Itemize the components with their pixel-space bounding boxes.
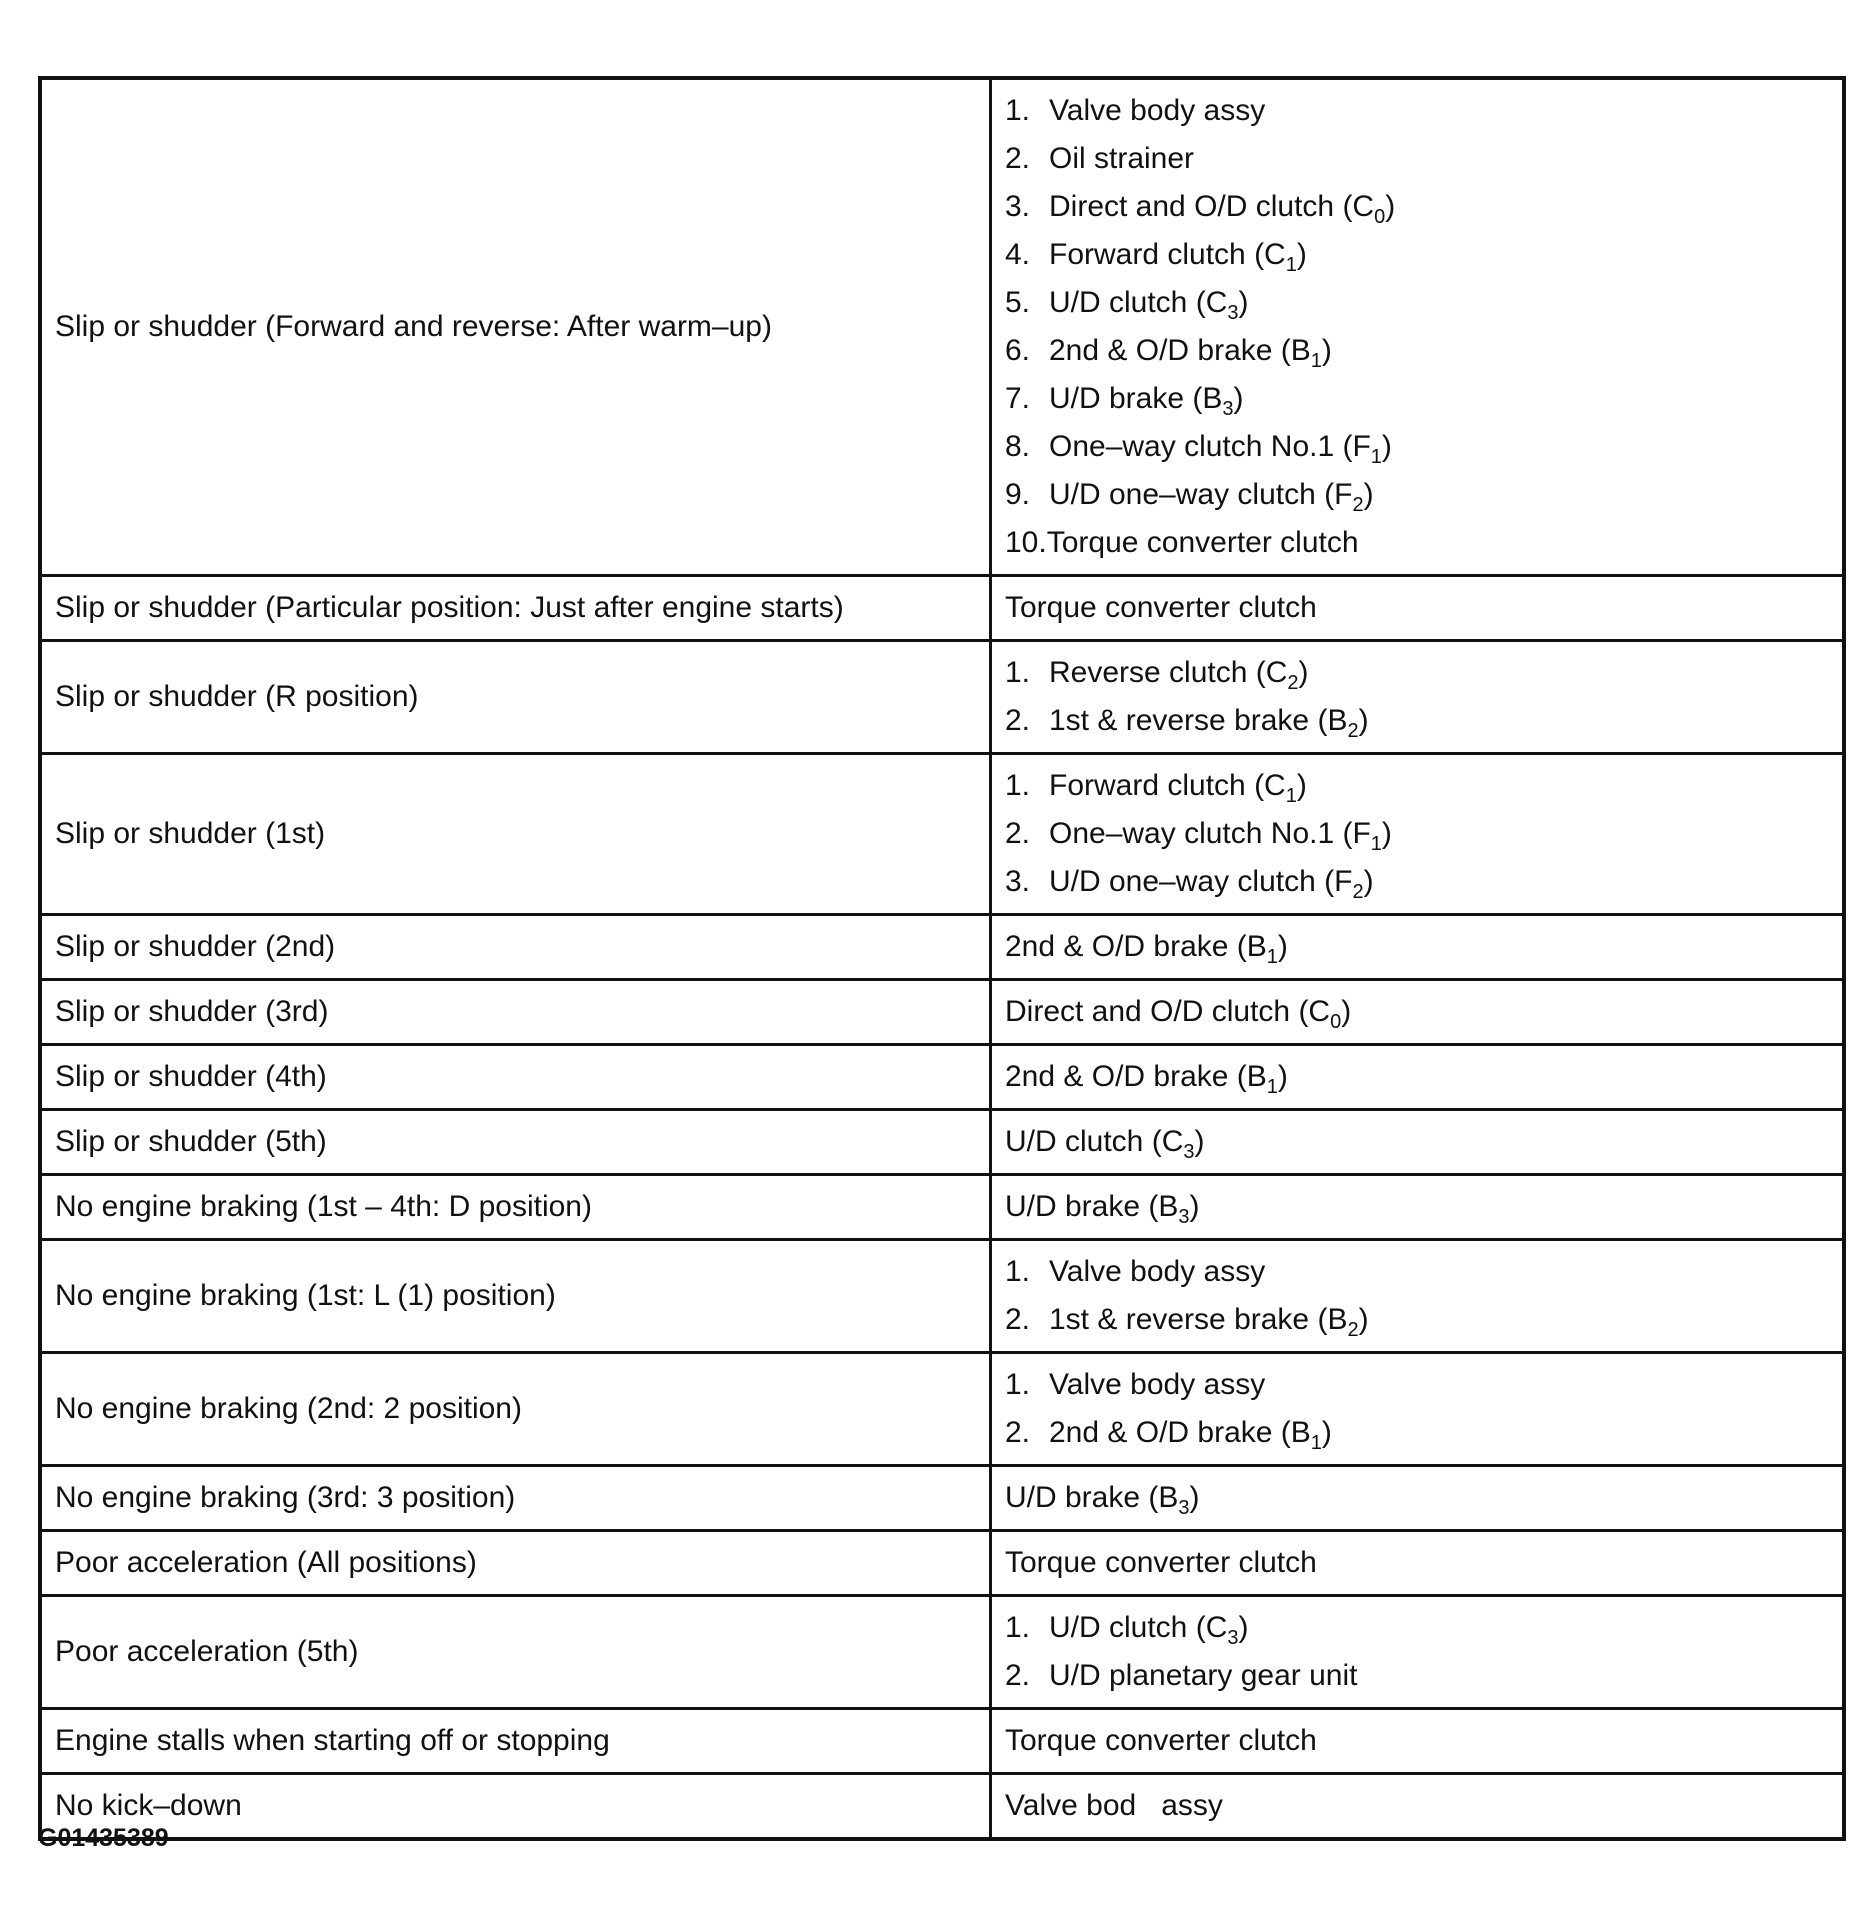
item-number: 2. bbox=[1005, 1659, 1031, 1692]
suspected-part-cell bbox=[991, 78, 1845, 576]
part-name: Valve body assy bbox=[1049, 94, 1266, 127]
part-item bbox=[1005, 423, 1829, 471]
symptom-cell: No engine braking (1st – 4th: D position) bbox=[40, 1175, 991, 1240]
part-subscript: 3 bbox=[1183, 1141, 1195, 1163]
part-item bbox=[1005, 1717, 1829, 1765]
part-item bbox=[1005, 1782, 1829, 1830]
part-name: Torque converter clutch bbox=[1005, 1724, 1317, 1757]
part-closing: ) bbox=[1194, 1125, 1205, 1158]
part-subscript: 1 bbox=[1370, 833, 1382, 855]
table-row bbox=[40, 1531, 1844, 1596]
part-item bbox=[1005, 810, 1829, 858]
suspected-part-cell bbox=[991, 1709, 1845, 1774]
table-row bbox=[40, 1045, 1844, 1110]
part-subscript: 2 bbox=[1352, 881, 1364, 903]
symptom-cell: Engine stalls when starting off or stopping bbox=[40, 1709, 991, 1774]
part-name: 2nd & O/D brake (B bbox=[1049, 334, 1311, 367]
item-number: 5. bbox=[1005, 286, 1031, 319]
part-closing: ) bbox=[1321, 1416, 1332, 1449]
item-number: 1. bbox=[1005, 769, 1031, 802]
part-subscript: 1 bbox=[1266, 1076, 1278, 1098]
figure-id: G01435389 bbox=[38, 1824, 169, 1852]
item-number: 2. bbox=[1005, 817, 1031, 850]
part-item bbox=[1005, 519, 1829, 567]
table-row bbox=[40, 915, 1844, 980]
suspected-part-cell bbox=[991, 754, 1845, 915]
part-item bbox=[1005, 375, 1829, 423]
part-name: U/D planetary gear unit bbox=[1049, 1659, 1358, 1692]
part-name: U/D clutch (C bbox=[1005, 1125, 1184, 1158]
part-name: U/D one–way clutch (F bbox=[1049, 865, 1353, 898]
part-item bbox=[1005, 584, 1829, 632]
part-subscript: 2 bbox=[1347, 720, 1359, 742]
item-number: 2. bbox=[1005, 1416, 1031, 1449]
part-item bbox=[1005, 1361, 1829, 1409]
part-subscript: 0 bbox=[1374, 206, 1386, 228]
part-name: Direct and O/D clutch (C bbox=[1049, 190, 1375, 223]
suspected-part-cell bbox=[991, 915, 1845, 980]
item-number: 1. bbox=[1005, 1368, 1031, 1401]
symptom-cell: Slip or shudder (R position) bbox=[40, 641, 991, 754]
part-item bbox=[1005, 1409, 1829, 1457]
part-item bbox=[1005, 923, 1829, 971]
part-name: U/D brake (B bbox=[1005, 1190, 1179, 1223]
part-subscript: 3 bbox=[1178, 1497, 1190, 1519]
part-item bbox=[1005, 762, 1829, 810]
table-row bbox=[40, 1709, 1844, 1774]
part-closing: ) bbox=[1363, 478, 1374, 511]
part-closing: ) bbox=[1381, 430, 1392, 463]
table-row bbox=[40, 1596, 1844, 1709]
table-row bbox=[40, 1466, 1844, 1531]
item-number: 8. bbox=[1005, 430, 1031, 463]
symptom-cell: Slip or shudder (4th) bbox=[40, 1045, 991, 1110]
part-item bbox=[1005, 697, 1829, 745]
table-row bbox=[40, 980, 1844, 1045]
part-subscript: 1 bbox=[1310, 350, 1322, 372]
table-body bbox=[40, 78, 1844, 1839]
part-subscript: 2 bbox=[1347, 1319, 1359, 1341]
part-item bbox=[1005, 87, 1829, 135]
part-name: 1st & reverse brake (B bbox=[1049, 704, 1348, 737]
item-number: 4. bbox=[1005, 238, 1031, 271]
suspected-part-cell bbox=[991, 980, 1845, 1045]
item-number: 1. bbox=[1005, 1255, 1031, 1288]
item-number: 2. bbox=[1005, 1303, 1031, 1336]
part-name: 2nd & O/D brake (B bbox=[1049, 1416, 1311, 1449]
part-item bbox=[1005, 279, 1829, 327]
item-number: 6. bbox=[1005, 334, 1031, 367]
item-number: 10. bbox=[1005, 526, 1047, 559]
part-subscript: 1 bbox=[1285, 785, 1297, 807]
part-closing: ) bbox=[1296, 238, 1307, 271]
part-name: 1st & reverse brake (B bbox=[1049, 1303, 1348, 1336]
part-subscript: 1 bbox=[1285, 254, 1297, 276]
part-closing: ) bbox=[1298, 656, 1309, 689]
part-item bbox=[1005, 231, 1829, 279]
part-name: Direct and O/D clutch (C bbox=[1005, 995, 1331, 1028]
part-item bbox=[1005, 1539, 1829, 1587]
table-row bbox=[40, 1240, 1844, 1353]
part-closing: ) bbox=[1341, 995, 1352, 1028]
suspected-part-cell bbox=[991, 1774, 1845, 1840]
table-row bbox=[40, 641, 1844, 754]
part-subscript: 0 bbox=[1330, 1011, 1342, 1033]
part-item bbox=[1005, 1248, 1829, 1296]
table-row bbox=[40, 576, 1844, 641]
part-subscript: 1 bbox=[1310, 1432, 1322, 1454]
item-number: 7. bbox=[1005, 382, 1031, 415]
part-item bbox=[1005, 988, 1829, 1036]
part-item bbox=[1005, 135, 1829, 183]
part-closing: ) bbox=[1363, 865, 1374, 898]
symptom-cell: Poor acceleration (All positions) bbox=[40, 1531, 991, 1596]
part-item bbox=[1005, 858, 1829, 906]
symptom-cell: No engine braking (2nd: 2 position) bbox=[40, 1353, 991, 1466]
part-item bbox=[1005, 183, 1829, 231]
part-name: U/D brake (B bbox=[1005, 1481, 1179, 1514]
part-item bbox=[1005, 649, 1829, 697]
table-row bbox=[40, 1774, 1844, 1840]
part-item bbox=[1005, 1652, 1829, 1700]
part-name: Valve body assy bbox=[1049, 1255, 1266, 1288]
part-name: Valve body assy bbox=[1049, 1368, 1266, 1401]
part-subscript: 3 bbox=[1227, 302, 1239, 324]
item-number: 2. bbox=[1005, 704, 1031, 737]
part-closing: ) bbox=[1277, 930, 1288, 963]
suspected-part-cell bbox=[991, 1045, 1845, 1110]
part-name: Valve bod assy bbox=[1005, 1789, 1223, 1822]
part-item bbox=[1005, 1604, 1829, 1652]
suspected-part-cell bbox=[991, 1466, 1845, 1531]
suspected-part-cell bbox=[991, 1240, 1845, 1353]
item-number: 1. bbox=[1005, 1611, 1031, 1644]
part-item bbox=[1005, 1296, 1829, 1344]
table-row bbox=[40, 78, 1844, 576]
part-subscript: 1 bbox=[1370, 446, 1382, 468]
part-subscript: 2 bbox=[1287, 672, 1299, 694]
item-number: 2. bbox=[1005, 142, 1031, 175]
part-closing: ) bbox=[1385, 190, 1396, 223]
part-name: U/D clutch (C bbox=[1049, 286, 1228, 319]
part-closing: ) bbox=[1358, 1303, 1369, 1336]
diagnostic-table-container bbox=[38, 76, 1837, 1841]
part-subscript: 3 bbox=[1222, 398, 1234, 420]
symptom-cell: No kick–down bbox=[40, 1774, 991, 1840]
item-number: 1. bbox=[1005, 656, 1031, 689]
table-row bbox=[40, 1110, 1844, 1175]
part-name: Forward clutch (C bbox=[1049, 769, 1286, 802]
part-name: Reverse clutch (C bbox=[1049, 656, 1288, 689]
suspected-part-cell bbox=[991, 576, 1845, 641]
symptom-cell: Slip or shudder (2nd) bbox=[40, 915, 991, 980]
symptom-cell: Slip or shudder (Forward and reverse: After warm–up) bbox=[40, 78, 991, 576]
suspected-part-cell bbox=[991, 1596, 1845, 1709]
item-number: 3. bbox=[1005, 865, 1031, 898]
part-item bbox=[1005, 1183, 1829, 1231]
part-item bbox=[1005, 1118, 1829, 1166]
item-number: 3. bbox=[1005, 190, 1031, 223]
item-number: 1. bbox=[1005, 94, 1031, 127]
symptom-cell: Slip or shudder (5th) bbox=[40, 1110, 991, 1175]
suspected-part-cell bbox=[991, 1353, 1845, 1466]
part-name: Torque converter clutch bbox=[1005, 1546, 1317, 1579]
part-closing: ) bbox=[1381, 817, 1392, 850]
suspected-part-cell bbox=[991, 641, 1845, 754]
part-subscript: 3 bbox=[1178, 1206, 1190, 1228]
part-closing: ) bbox=[1296, 769, 1307, 802]
part-name: 2nd & O/D brake (B bbox=[1005, 1060, 1267, 1093]
symptom-cell: Poor acceleration (5th) bbox=[40, 1596, 991, 1709]
suspected-part-cell bbox=[991, 1110, 1845, 1175]
part-closing: ) bbox=[1358, 704, 1369, 737]
part-subscript: 2 bbox=[1352, 494, 1364, 516]
part-name: Oil strainer bbox=[1049, 142, 1195, 175]
part-closing: ) bbox=[1238, 286, 1249, 319]
part-name: U/D clutch (C bbox=[1049, 1611, 1228, 1644]
part-subscript: 3 bbox=[1227, 1627, 1239, 1649]
part-name: 2nd & O/D brake (B bbox=[1005, 930, 1267, 963]
table-row bbox=[40, 754, 1844, 915]
item-number: 9. bbox=[1005, 478, 1031, 511]
symptom-cell: No engine braking (3rd: 3 position) bbox=[40, 1466, 991, 1531]
part-closing: ) bbox=[1189, 1481, 1200, 1514]
symptom-cell: No engine braking (1st: L (1) position) bbox=[40, 1240, 991, 1353]
part-closing: ) bbox=[1189, 1190, 1200, 1223]
part-name: Forward clutch (C bbox=[1049, 238, 1286, 271]
part-name: Torque converter clutch bbox=[1046, 526, 1359, 559]
suspected-part-cell bbox=[991, 1531, 1845, 1596]
part-closing: ) bbox=[1233, 382, 1244, 415]
symptom-parts-table bbox=[38, 76, 1846, 1841]
part-closing: ) bbox=[1321, 334, 1332, 367]
part-subscript: 1 bbox=[1266, 946, 1278, 968]
symptom-cell: Slip or shudder (Particular position: Just after engine starts) bbox=[40, 576, 991, 641]
part-closing: ) bbox=[1238, 1611, 1249, 1644]
part-name: One–way clutch No.1 (F bbox=[1049, 430, 1371, 463]
part-name: One–way clutch No.1 (F bbox=[1049, 817, 1371, 850]
symptom-cell: Slip or shudder (3rd) bbox=[40, 980, 991, 1045]
part-closing: ) bbox=[1277, 1060, 1288, 1093]
table-row bbox=[40, 1353, 1844, 1466]
part-item bbox=[1005, 1053, 1829, 1101]
symptom-cell: Slip or shudder (1st) bbox=[40, 754, 991, 915]
table-row bbox=[40, 1175, 1844, 1240]
suspected-part-cell bbox=[991, 1175, 1845, 1240]
part-item bbox=[1005, 1474, 1829, 1522]
part-item bbox=[1005, 327, 1829, 375]
part-name: U/D one–way clutch (F bbox=[1049, 478, 1353, 511]
part-name: U/D brake (B bbox=[1049, 382, 1223, 415]
part-name: Torque converter clutch bbox=[1005, 591, 1317, 624]
part-item bbox=[1005, 471, 1829, 519]
